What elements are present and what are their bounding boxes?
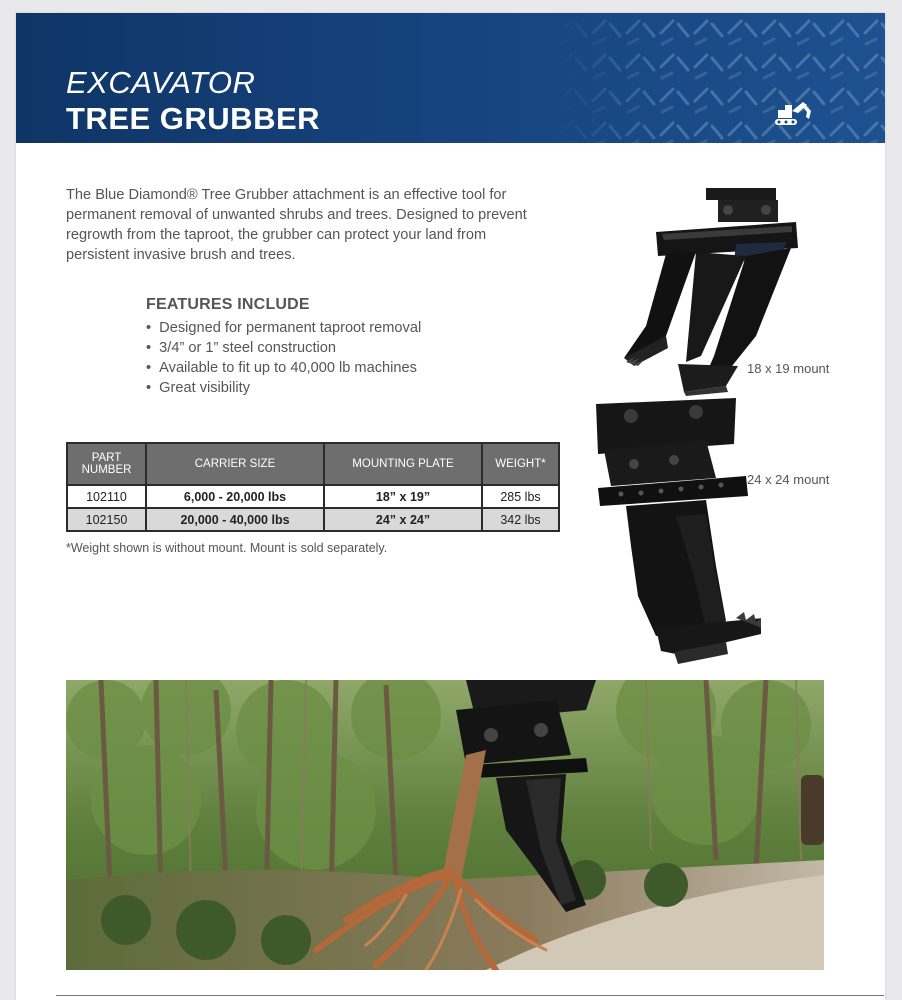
intro-paragraph: The Blue Diamond® Tree Grubber attachment is an effective tool for permanent removal of unwanted shrubs and trees. Designed to prevent regrowth from the taproot, the grubber can protect your land from persistent invasive brush and trees.	[66, 187, 527, 263]
brochure-page	[16, 13, 885, 1000]
mount-caption-24x24: 24 x 24 mount	[747, 472, 830, 487]
spec-table	[66, 442, 560, 532]
title-line-1: EXCAVATOR	[66, 65, 256, 100]
table-header-row	[67, 443, 559, 485]
header-mounting-plate: MOUNTING PLATE	[324, 443, 482, 485]
cell-part-number: 102150	[67, 508, 146, 531]
grubber-24x24-image	[586, 396, 761, 666]
features-heading: FEATURES INCLUDE	[146, 296, 310, 313]
feature-item: • Designed for permanent taproot removal	[146, 318, 421, 338]
cell-carrier-size: 6,000 - 20,000 lbs	[146, 485, 324, 508]
cell-carrier-size: 20,000 - 40,000 lbs	[146, 508, 324, 531]
feature-item: • 3/4” or 1” steel construction	[146, 338, 421, 358]
features-list	[146, 318, 421, 398]
header-part-number: PART NUMBER	[67, 443, 146, 485]
diamond-plate-pattern	[555, 13, 885, 143]
field-photo	[66, 680, 824, 970]
excavator-icon	[773, 99, 815, 129]
mount-caption-18x19: 18 x 19 mount	[747, 361, 830, 376]
table-row	[67, 508, 559, 531]
header-weight: WEIGHT*	[482, 443, 559, 485]
cell-weight: 285 lbs	[482, 485, 559, 508]
title-line-2: TREE GRUBBER	[66, 101, 321, 136]
header-banner	[16, 13, 885, 143]
table-footnote: *Weight shown is without mount. Mount is sold separately.	[66, 541, 388, 555]
cell-mounting-plate: 24” x 24”	[324, 508, 482, 531]
feature-item: • Available to fit up to 40,000 lb machines	[146, 358, 421, 378]
cell-part-number: 102110	[67, 485, 146, 508]
feature-item: • Great visibility	[146, 378, 421, 398]
cell-weight: 342 lbs	[482, 508, 559, 531]
cell-mounting-plate: 18” x 19”	[324, 485, 482, 508]
footer-rule	[56, 995, 884, 996]
header-carrier-size: CARRIER SIZE	[146, 443, 324, 485]
table-row	[67, 485, 559, 508]
